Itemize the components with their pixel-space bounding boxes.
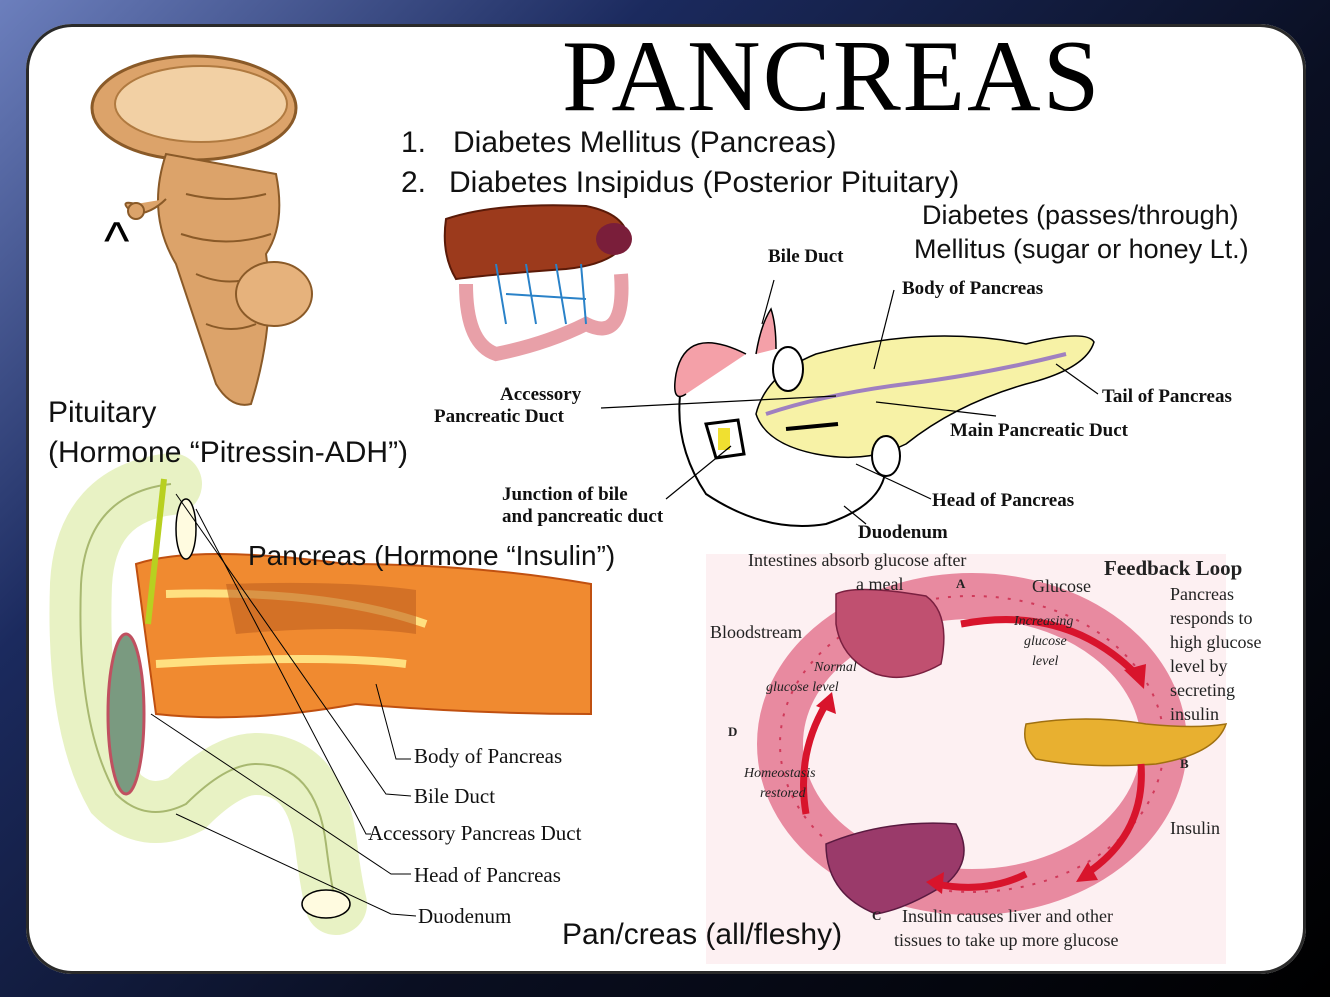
fb-intestines-line1: Intestines absorb glucose after (748, 550, 967, 570)
fb-homeostasis-2: restored (760, 786, 806, 801)
pancreas-meaning-label: Pan/creas (all/fleshy) (562, 918, 843, 951)
fb-bloodstream: Bloodstream (710, 622, 802, 642)
fb-side-6: insulin (1170, 704, 1220, 724)
etymology-diabetes: Diabetes (passes/through) (922, 200, 1239, 230)
fb-homeostasis-1: Homeostasis (744, 766, 816, 781)
fb-side-5: secreting (1170, 680, 1235, 700)
fb-letter-c: C (872, 908, 882, 923)
label-bile-duct-2: Bile Duct (414, 784, 496, 808)
fb-side-1: Pancreas (1170, 584, 1234, 604)
label-tail-of-pancreas: Tail of Pancreas (1102, 386, 1232, 407)
label-main-pancreatic-duct: Main Pancreatic Duct (950, 420, 1128, 441)
label-accessory-pancreas-duct: Accessory Pancreas Duct (368, 821, 582, 845)
caret-marker: ^ (104, 211, 130, 271)
fb-insulin: Insulin (1170, 818, 1221, 838)
fb-letter-a: A (956, 576, 966, 591)
fb-normal-1: Normal (814, 660, 857, 675)
fb-letter-b: B (1180, 756, 1189, 771)
list-item-1-number: 1. (401, 126, 427, 159)
label-bile-duct: Bile Duct (768, 246, 844, 267)
label-accessory-duct-line2: Pancreatic Duct (434, 406, 564, 427)
feedback-loop-illustration (706, 554, 1226, 964)
fb-side-2: responds to (1170, 608, 1253, 628)
label-junction-line2: and pancreatic duct (502, 506, 664, 527)
list-item-1: Diabetes Mellitus (Pancreas) (453, 126, 837, 159)
label-head-of-pancreas-2: Head of Pancreas (414, 863, 561, 887)
slide-canvas (26, 24, 1306, 974)
label-junction-line1: Junction of bile (502, 484, 628, 505)
list-item-2-number: 2. (401, 166, 427, 199)
fb-intestines-line2: a meal (856, 574, 904, 594)
fb-side-3: high glucose (1170, 632, 1262, 652)
fb-increasing-2: glucose (1024, 634, 1067, 649)
label-body-of-pancreas: Body of Pancreas (902, 278, 1044, 299)
fb-normal-2: glucose level (766, 680, 839, 695)
liver-illustration (445, 205, 632, 354)
page-title: PANCREAS (562, 24, 1102, 133)
fb-increasing-3: level (1032, 654, 1059, 669)
fb-glucose: Glucose (1032, 576, 1091, 596)
pituitary-label: Pituitary (48, 396, 157, 429)
etymology-mellitus: Mellitus (sugar or honey Lt.) (914, 234, 1249, 264)
label-duodenum-2: Duodenum (418, 904, 512, 928)
label-accessory-duct-line1: Accessory (500, 384, 582, 405)
pancreas-hormone-label: Pancreas (Hormone “Insulin”) (248, 540, 616, 571)
fb-bottom-1: Insulin causes liver and other (902, 906, 1113, 926)
label-duodenum: Duodenum (858, 522, 948, 543)
fb-title: Feedback Loop (1104, 556, 1243, 580)
label-body-of-pancreas-2: Body of Pancreas (414, 744, 563, 768)
list-item-2: Diabetes Insipidus (Posterior Pituitary) (449, 166, 960, 199)
fb-letter-d: D (728, 724, 738, 739)
fb-side-4: level by (1170, 656, 1228, 676)
fb-increasing-1: Increasing (1014, 614, 1074, 629)
label-head-of-pancreas: Head of Pancreas (932, 490, 1075, 511)
fb-bottom-2: tissues to take up more glucose (894, 930, 1119, 950)
pituitary-hormone-label: (Hormone “Pitressin-ADH”) (48, 436, 409, 469)
